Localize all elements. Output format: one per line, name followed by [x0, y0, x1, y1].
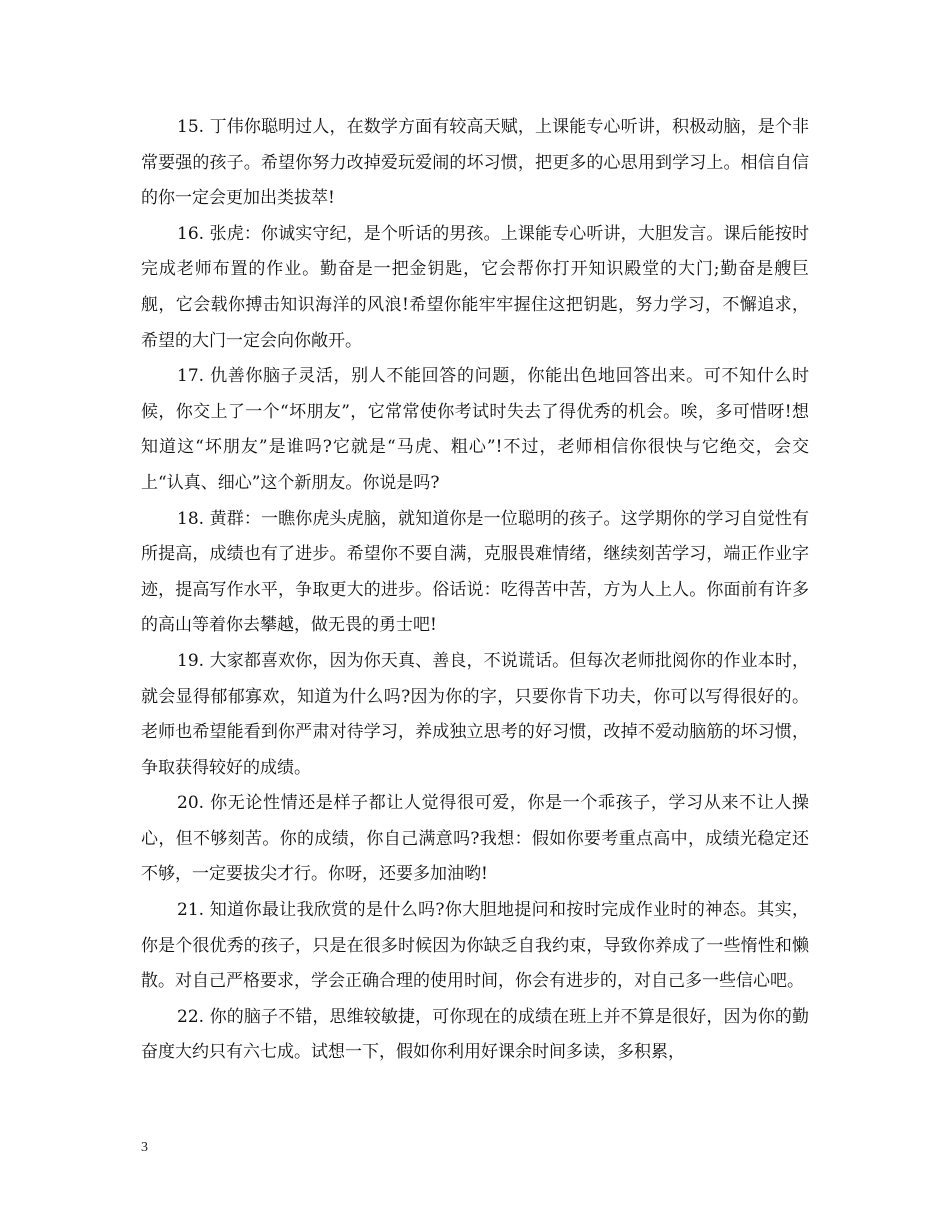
- page-body: [141, 110, 809, 1071]
- paragraph-21: 21. 知道你最让我欣赏的是什么吗?你大胆地提问和按时完成作业时的神态。其实，你是个很优秀的孩子，只是在很多时候因为你缺乏自我约束，导致你养成了一些惰性和懒散。对自己严格要求，学会正确合理的使用时间，你会有进步的，对自己多一些信心吧。: [141, 900, 809, 992]
- paragraph-20: 20. 你无论性情还是样子都让人觉得很可爱，你是一个乖孩子，学习从来不让人操心，但不够刻苦。你的成绩，你自己满意吗?我想：假如你要考重点高中，成绩光稳定还不够，一定要拔尖才行。你呀，还要多加油哟!: [141, 793, 809, 885]
- paragraph-15: 15. 丁伟你聪明过人，在数学方面有较高天赋，上课能专心听讲，积极动脑，是个非常要强的孩子。希望你努力改掉爱玩爱闹的坏习惯，把更多的心思用到学习上。相信自信的你一定会更加出类拔萃!: [141, 117, 809, 209]
- paragraph-16: 16. 张虎：你诚实守纪，是个听话的男孩。上课能专心听讲，大胆发言。课后能按时完成老师布置的作业。勤奋是一把金钥匙，它会帮你打开知识殿堂的大门;勤奋是艘巨舰，它会载你搏击知识海洋的风浪!希望你能牢牢握住这把钥匙，努力学习，不懈追求，希望的大门一定会向你敞开。: [141, 223, 809, 351]
- paragraph-19: 19. 大家都喜欢你，因为你天真、善良，不说谎话。但每次老师批阅你的作业本时，就会显得郁郁寡欢，知道为什么吗?因为你的字，只要你肯下功夫，你可以写得很好的。老师也希望能看到你严肃对待学习，养成独立思考的好习惯，改掉不爱动脑筋的坏习惯，争取获得较好的成绩。: [141, 650, 809, 778]
- paragraph-22: 22. 你的脑子不错，思维较敏捷，可你现在的成绩在班上并不算是很好，因为你的勤奋度大约只有六七成。试想一下，假如你利用好课余时间多读，多积累，: [141, 1006, 809, 1063]
- page-number: 3: [141, 1140, 148, 1155]
- paragraph-17: 17. 仇善你脑子灵活，别人不能回答的问题，你能出色地回答出来。可不知什么时候，你交上了一个“坏朋友”，它常常使你考试时失去了得优秀的机会。唉，多可惜呀!想知道这“坏朋友”是谁吗?它就是“马虎、粗心”!不过，老师相信你很快与它绝交，会交上“认真、细心”这个新朋友。你说是吗?: [141, 366, 809, 493]
- paragraph-18: 18. 黄群：一瞧你虎头虎脑，就知道你是一位聪明的孩子。这学期你的学习自觉性有所提高，成绩也有了进步。希望你不要自满，克服畏难情绪，继续刻苦学习，端正作业字迹，提高写作水平，争取更大的进步。俗话说：吃得苦中苦，方为人上人。你面前有许多的高山等着你去攀越，做无畏的勇士吧!: [141, 508, 809, 636]
